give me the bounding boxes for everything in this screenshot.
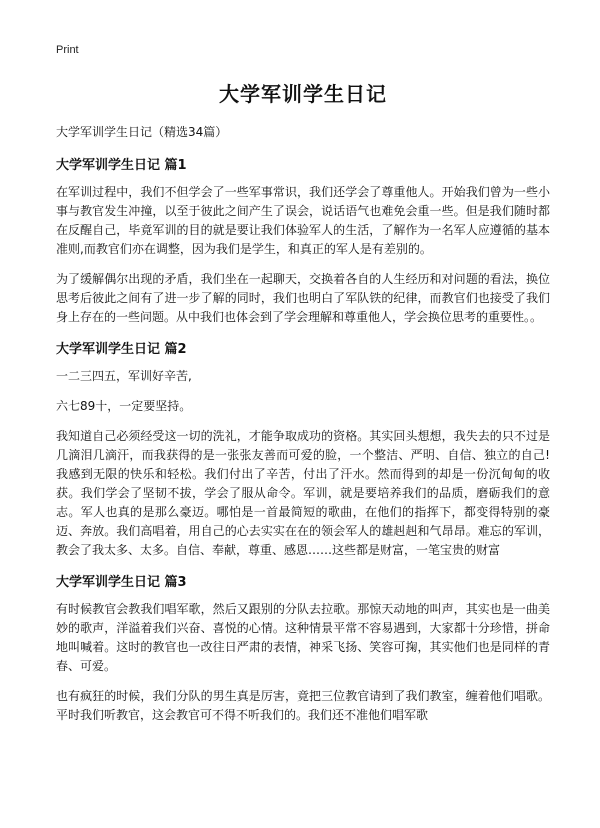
section-heading: 大学军训学生日记 篇3 <box>56 575 187 590</box>
section-heading: 大学军训学生日记 篇2 <box>56 342 187 357</box>
section-3 <box>56 571 550 725</box>
section-1 <box>56 154 550 327</box>
paragraph: 为了缓解偶尔出现的矛盾，我们坐在一起聊天，交换着各自的人生经历和对问题的看法，换位思考后彼此之间有了进一步了解的同时，我们也明白了军队铁的纪律，而教官们也接受了我们身上存在的一些问题。从中我们也体会到了学会理解和尊重他人，学会换位思考的重要性。。 <box>56 272 550 324</box>
document-subtitle: 大学军训学生日记（精选34篇） <box>56 125 228 139</box>
section-heading: 大学军训学生日记 篇1 <box>56 158 187 173</box>
section-2 <box>56 338 550 560</box>
paragraph: 也有疯狂的时候，我们分队的男生真是厉害，竟把三位教官请到了我们教室，缠着他们唱歌。平时我们听教官，这会教官可不得不听我们的。我们还不准他们唱军歌 <box>56 689 550 722</box>
paragraph: 六七89十，一定要坚持。 <box>56 399 192 413</box>
print-link[interactable]: Print <box>56 44 79 56</box>
paragraph: 一二三四五，军训好辛苦, <box>56 369 192 383</box>
paragraph: 我知道自己必须经受这一切的洗礼，才能争取成功的资格。其实回头想想，我失去的只不过是几滴泪几滴汗，而我获得的是一张张友善而可爱的脸，一个整洁、严明、自信、独立的自己!我感到无限的快乐和轻松。我们付出了辛苦，付出了汗水。然而得到的却是一份沉甸甸的收获。我们学会了坚韧不拔，学会了服从命令。军训，就是要培养我们的品质，磨砺我们的意志。军人也真的是那么豪迈。哪怕是一首最简短的歌曲，在他们的指挥下，都变得特别的豪迈、奔放。我们高唱着，用自己的心去实实在在的领会军人的雄赳赳和气昂昂。难忘的军训，教会了我太多、太多。自信、奉献，尊重、感恩……这些都是财富，一笔宝贵的财富 <box>56 429 550 557</box>
document-page <box>56 44 550 736</box>
paragraph: 在军训过程中，我们不但学会了一些军事常识，我们还学会了尊重他人。开始我们曾为一些小事与教官发生冲撞，以至于彼此之间产生了误会，说话语气也难免会重一些。但是我们随时都在反醒自己，毕竟军训的目的就是要让我们体验军人的生活，了解作为一名军人应遵循的基本准则,而教官们亦在调整，因为我们是学生，和真正的军人是有差别的。 <box>56 185 550 256</box>
document-title: 大学军训学生日记 <box>219 82 387 106</box>
paragraph: 有时候教官会教我们唱军歌，然后又跟别的分队去拉歌。那惊天动地的叫声，其实也是一曲美妙的歌声，洋溢着我们兴奋、喜悦的心情。这种情景平常不容易遇到，大家都十分珍惜，拼命地叫喊着。这时的教官也一改往日严肃的表情，神采飞扬、笑容可掬，其实他们也是同样的青春、可爱。 <box>56 602 550 673</box>
